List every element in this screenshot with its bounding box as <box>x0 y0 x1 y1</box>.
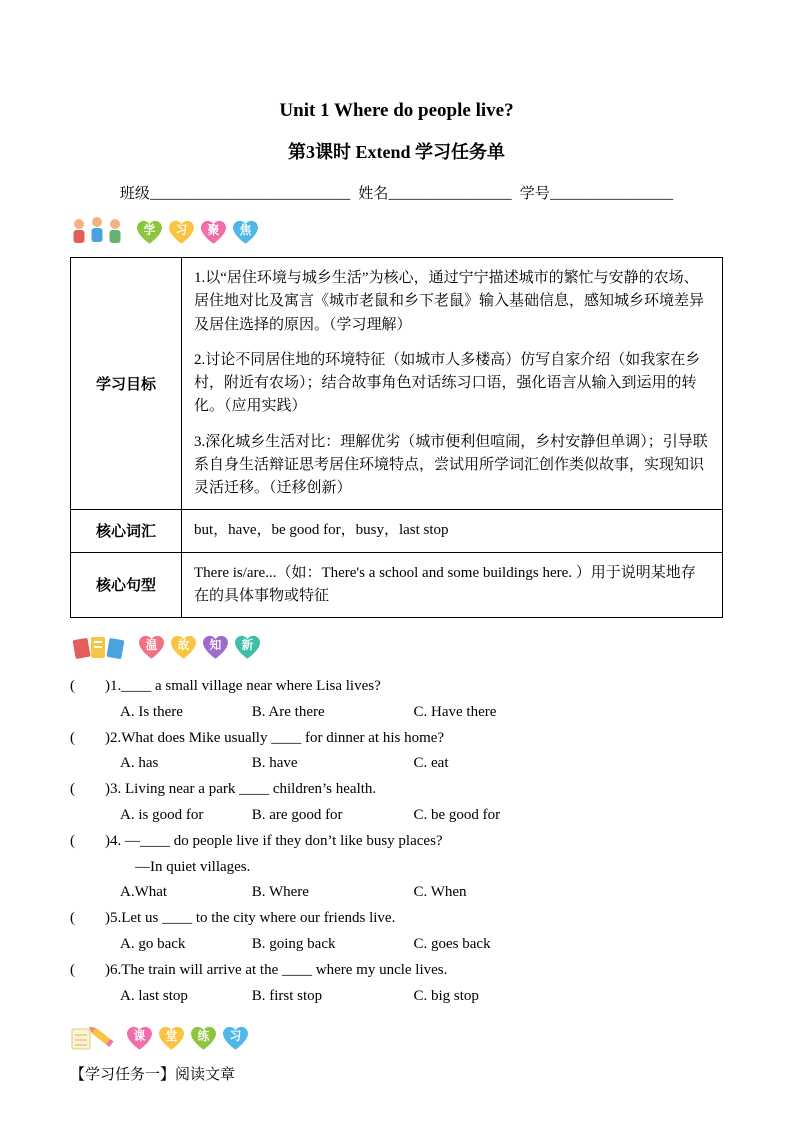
books-clipart-icon <box>70 630 128 664</box>
heart-badge-icon <box>200 220 227 245</box>
badge-char: 课 <box>133 1029 146 1043</box>
heart-badge-icon <box>190 1026 217 1051</box>
quiz-question-1 <box>70 674 723 726</box>
question-text: ( )6.The train will arrive at the ____ where my uncle lives. <box>70 961 448 978</box>
option-c: C. be good for <box>413 806 501 823</box>
review-badge-row <box>70 628 723 666</box>
table-row <box>71 258 723 510</box>
option-c: C. eat <box>413 755 449 772</box>
badge-char: 新 <box>241 638 254 652</box>
vocabulary-cell: but，have，be good for，busy，last stop <box>182 510 723 552</box>
question-options <box>70 700 723 726</box>
heart-badge-icon <box>202 635 229 660</box>
heart-badge-icon <box>222 1026 249 1051</box>
lesson-subtitle: 第3课时 Extend 学习任务单 <box>287 142 505 162</box>
option-b: B. first stop <box>251 987 323 1004</box>
quiz-question-6 <box>70 958 723 1010</box>
question-options <box>70 880 723 906</box>
quiz-question-2 <box>70 726 723 778</box>
question-options <box>70 932 723 958</box>
heart-badge-icon <box>168 220 195 245</box>
practice-badge-row <box>70 1019 723 1057</box>
question-text: ( )4. —____ do people live if they don’t like busy places? <box>70 832 443 849</box>
option-b: B. going back <box>251 935 336 952</box>
option-b: B. Are there <box>251 703 325 720</box>
option-b: B. have <box>251 755 298 772</box>
heart-badge-icon <box>170 635 197 660</box>
heart-badge-icon <box>138 635 165 660</box>
unit-title: Unit 1 Where do people live? <box>279 100 514 121</box>
option-a: A.What <box>120 884 168 901</box>
option-b: B. are good for <box>251 806 343 823</box>
row-label-objectives: 学习目标 <box>71 258 182 510</box>
option-a: A. go back <box>120 935 186 952</box>
question-options <box>70 984 723 1010</box>
option-c: C. Have there <box>413 703 497 720</box>
option-c: C. big stop <box>413 987 479 1004</box>
question-options <box>70 803 723 829</box>
question-text: ( )5.Let us ____ to the city where our friends live. <box>70 910 396 927</box>
student-info-line: 班级__________________________ 姓名________________ 学号________________ <box>119 186 674 202</box>
badge-char: 故 <box>177 638 190 652</box>
question-text: ( )3. Living near a park ____ children’s health. <box>70 781 377 798</box>
focus-badge-row <box>70 213 723 251</box>
option-a: A. has <box>120 755 159 772</box>
task-one-heading: 【学习任务一】阅读文章 <box>70 1067 236 1084</box>
option-a: A. is good for <box>120 806 204 823</box>
heart-badge-icon <box>234 635 261 660</box>
heart-badge-icon <box>126 1026 153 1051</box>
option-c: C. When <box>413 884 467 901</box>
badge-char: 习 <box>229 1029 242 1043</box>
row-label-sentence-pattern: 核心句型 <box>71 552 182 618</box>
badge-char: 聚 <box>207 223 220 237</box>
pencil-clipart-icon <box>70 1022 116 1054</box>
badge-char: 温 <box>145 638 158 652</box>
heart-badge-icon <box>136 220 163 245</box>
option-a: A. last stop <box>120 987 188 1004</box>
objective-paragraph-2: 2.讨论不同居住地的环境特征（如城市人多楼高）仿写自家介绍（如我家在乡村，附近有农场）；结合故事角色对话练习口语，强化语言从输入到运用的转化。（应用实践） <box>194 351 701 415</box>
question-options <box>70 751 723 777</box>
option-a: A. Is there <box>120 703 183 720</box>
option-b: B. Where <box>251 884 309 901</box>
children-clipart-icon <box>70 215 126 249</box>
option-c: C. goes back <box>413 935 491 952</box>
badge-char: 学 <box>143 223 156 237</box>
question-text: ( )2.What does Mike usually ____ for dinner at his home? <box>70 729 445 746</box>
badge-char: 焦 <box>239 223 252 237</box>
quiz-section <box>70 674 723 1009</box>
heart-badge-icon <box>232 220 259 245</box>
badge-char: 知 <box>209 638 222 652</box>
row-label-vocabulary: 核心词汇 <box>71 510 182 552</box>
question-text: ( )1.____ a small village near where Lisa lives? <box>70 678 381 694</box>
quiz-question-4 <box>70 829 723 906</box>
objectives-cell <box>182 258 723 510</box>
badge-char: 练 <box>197 1029 210 1043</box>
table-row <box>71 510 723 552</box>
sentence-pattern-cell: There is/are...（如：There's a school and some buildings here. ）用于说明某地存在的具体事物或特征 <box>182 552 723 618</box>
objective-paragraph-1: 1.以“居住环境与城乡生活”为核心，通过宁宁描述城市的繁忙与安静的农场、居住地对比及寓言《城市老鼠和乡下老鼠》输入基础信息，感知城乡环境差异及居住选择的原因。（学习理解） <box>194 270 705 333</box>
heart-badge-icon <box>158 1026 185 1051</box>
objective-paragraph-3: 3.深化城乡生活对比：理解优劣（城市便利但喧闹，乡村安静但单调）；引导联系自身生活辩证思考居住环境特点，尝试用所学词汇创作类似故事，实现知识灵活迁移。（迁移创新） <box>194 433 708 496</box>
learning-focus-table <box>70 257 723 618</box>
quiz-question-3 <box>70 777 723 829</box>
badge-char: 习 <box>175 223 188 237</box>
question-answer-line: —In quiet villages. <box>135 858 251 875</box>
quiz-question-5 <box>70 906 723 958</box>
badge-char: 堂 <box>165 1029 178 1043</box>
table-row <box>71 552 723 618</box>
